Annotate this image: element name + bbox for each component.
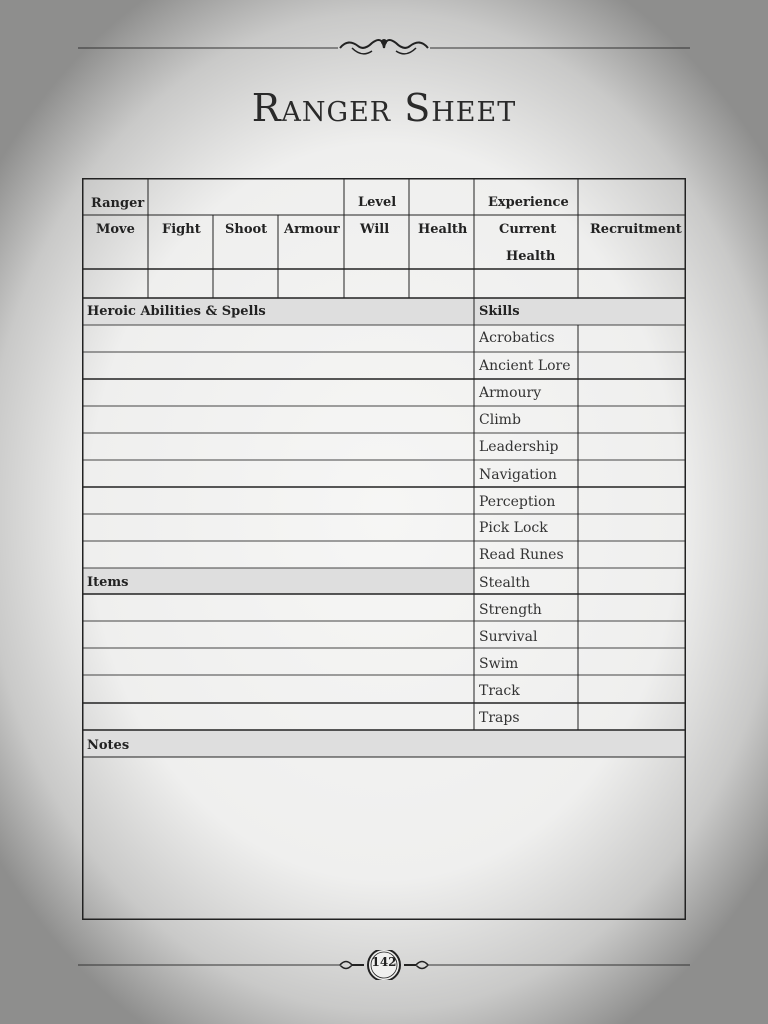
ranger-sheet-form: [82, 178, 686, 920]
shoot-label: Shoot: [225, 222, 268, 237]
ranger-name-label: Ranger: [91, 196, 145, 211]
page-title: Ranger Sheet: [251, 86, 517, 130]
health-label: Health: [418, 222, 468, 237]
skill-climb: Climb: [479, 412, 521, 428]
abilities-section-header: Heroic Abilities & Spells: [87, 304, 266, 319]
skill-acrobatics: Acrobatics: [479, 330, 555, 346]
skill-perception: Perception: [479, 494, 556, 510]
current-health-label-line2: Health: [506, 249, 556, 264]
notes-section-header: Notes: [87, 738, 130, 753]
will-label: Will: [360, 222, 390, 237]
sheet-grid: [82, 178, 686, 920]
move-label: Move: [96, 222, 135, 237]
items-section-header: Items: [87, 575, 129, 590]
skill-leadership: Leadership: [479, 439, 559, 455]
level-label: Level: [358, 195, 397, 210]
skill-stealth: Stealth: [479, 575, 530, 591]
skill-armoury: Armoury: [479, 385, 542, 401]
skill-ancient-lore: Ancient Lore: [479, 358, 571, 374]
armour-label: Armour: [284, 222, 340, 237]
skill-traps: Traps: [479, 710, 520, 726]
skill-survival: Survival: [479, 629, 538, 645]
skill-swim: Swim: [479, 656, 519, 672]
skills-section-header: Skills: [479, 304, 520, 319]
skill-navigation: Navigation: [479, 467, 557, 483]
page-number: 142: [371, 955, 397, 969]
experience-label: Experience: [488, 195, 569, 210]
skill-read-runes: Read Runes: [479, 547, 564, 563]
current-health-label: Current: [499, 222, 557, 237]
fight-label: Fight: [162, 222, 201, 237]
skill-strength: Strength: [479, 602, 542, 618]
skill-pick-lock: Pick Lock: [479, 520, 548, 536]
top-ornament: [0, 33, 768, 63]
skill-track: Track: [479, 683, 520, 699]
recruitment-label: Recruitment: [590, 222, 682, 237]
